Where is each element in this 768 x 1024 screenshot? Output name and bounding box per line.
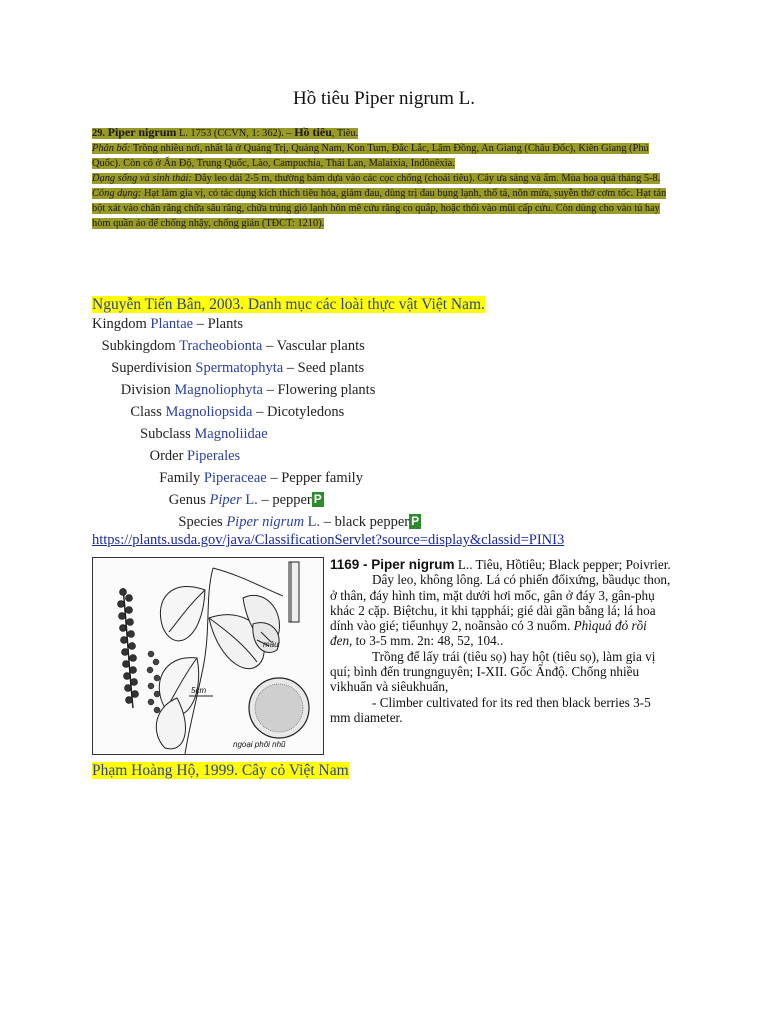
- taxonomy-common-name: Plants: [207, 316, 244, 332]
- taxonomy-rank: Genus: [168, 492, 206, 508]
- taxonomy-name[interactable]: Piper: [209, 492, 242, 508]
- scan-description-p3: - Climber cultivated for its red then black berries 3-5 mm diameter.: [330, 694, 651, 725]
- entry-species-name: Piper nigrum: [107, 125, 177, 139]
- entry-vn-name: Hồ tiêu: [294, 125, 332, 139]
- taxonomy-link[interactable]: Plantae: [150, 316, 194, 332]
- taxonomy-common-name: Seed plants: [297, 360, 365, 376]
- taxonomy-common-name: black pepper: [334, 514, 410, 530]
- entry-vn-alt: , Tiêu.: [331, 128, 359, 139]
- taxonomy-row-division: [121, 382, 376, 399]
- scan-heading-rest: L.. Tiêu, Hồtiêu; Black pepper; Poivrier.: [457, 557, 671, 572]
- reference-text-2: Phạm Hoàng Hộ, 1999. Cây cỏ Việt Nam: [92, 762, 349, 779]
- taxonomy-row-species: [178, 514, 421, 531]
- taxonomy-row-superdivision: [111, 360, 364, 377]
- taxonomy-separator: –: [193, 316, 208, 332]
- taxonomy-name[interactable]: Piper nigrum: [226, 514, 305, 530]
- entry-number: 29.: [92, 128, 105, 139]
- scan-description-p1-end: to 3-5 mm. 2n: 48, 52, 104..: [355, 633, 504, 649]
- taxonomy-row-genus: [169, 492, 324, 509]
- fig-label-mau: mâu: [263, 640, 279, 649]
- taxonomy-author: L.: [245, 492, 258, 508]
- taxonomy-rank: Family: [159, 470, 201, 486]
- taxonomy-author: L.: [307, 514, 321, 530]
- taxonomy-rank: Superdivision: [111, 360, 192, 376]
- taxonomy-common-name: Flowering plants: [277, 382, 376, 398]
- taxonomy-common-name: Pepper family: [281, 470, 363, 486]
- scanned-description: [330, 557, 672, 725]
- taxonomy-link[interactable]: Tracheobionta: [179, 338, 263, 354]
- taxonomy-separator: –: [266, 470, 282, 486]
- taxonomy-separator: –: [283, 360, 298, 376]
- reference-text: Nguyễn Tiến Bân, 2003. Danh mục các loài thực vật Việt Nam.: [92, 296, 485, 313]
- fig-label-section: ngoại phôi nhũ: [233, 740, 286, 749]
- taxonomy-row-order: [150, 448, 241, 465]
- taxonomy-separator: –: [257, 492, 273, 508]
- taxonomy-row-family: [159, 470, 363, 487]
- taxonomy-common-name: Dicotyledons: [266, 404, 345, 420]
- taxonomy-link[interactable]: [209, 492, 241, 508]
- taxonomy-rank: Kingdom: [92, 316, 147, 332]
- usda-link[interactable]: https://plants.usda.gov/java/ClassificationServlet?source=display&classid=PINI3: [92, 532, 565, 548]
- entry-author: L. 1753 (CCVN, 1: 362).: [179, 128, 284, 139]
- scan-heading-number: 1169 - Piper nigrum: [330, 557, 455, 572]
- taxonomy-row-class: [130, 404, 344, 421]
- scan-description-p1: Dây leo, không lông. Lá có phiến đốixứng, bầudục thon, ở thân, đáy hình tim, mặt dưới hơi mốc, gân ở đáy 3, gân-phụ khác 2 cặp. Biệtchu, it khi tạpphái; gié dài gần bằng lá; lá hoa dính vào gié; tiểunhụy 2, noãnsào có 3 nuốm.: [330, 572, 671, 634]
- ecology-text: Dây leo dài 2-5 m, thường bám dựa vào các cọc chống (choái tiêu). Cây ưa sáng và ẩm. Mùa hoa quả tháng 5-8.: [194, 173, 661, 184]
- entry-dash: –: [286, 128, 292, 139]
- scanned-excerpt: [92, 555, 676, 755]
- plants-profile-icon[interactable]: P: [411, 514, 420, 528]
- taxonomy-rank: Species: [178, 514, 223, 530]
- pepper-illustration: [92, 557, 324, 755]
- scan-description-p2: Trồng để lấy trái (tiêu sọ) hay hột (tiêu sọ), làm gia vị quí; bình đến trungnguyên; I-XII. Gốc Ấnđộ. Chống nhiều vikhuẩn và siêukhuẩn,: [330, 648, 656, 695]
- reference-nguyen-tien-ban: [92, 296, 485, 314]
- distribution-text: Trồng nhiều nơi, nhất là ở Quảng Trị, Quảng Nam, Kon Tum, Đắc Lắc, Lâm Đồng, An Giang (Châu Đốc), Kiên Giang (Phú Quốc). Còn có ở Ấn Độ, Trung Quốc, Lào, Campuchia, Thái Lan, Malaixia, Inđônêxia.: [92, 143, 649, 169]
- taxonomy-row-subkingdom: [102, 338, 365, 355]
- uses-text: Hạt làm gia vị, có tác dụng kích thích tiêu hóa, giảm đau, dùng trị đau bụng lạnh, thổ tả, nôn mửa, suyễn thở cơm tốc. Hạt tán bột xát vào chân răng chữa sâu răng, chữa trúng gió lạnh hôn mê cứu răng co quắp, hoặc thổi vào mũi cấp cứu. Còn dùng cho vào tủ hay hòm quần áo để chống nhậy, chống gián (TĐCT: 1210).: [92, 188, 667, 229]
- taxonomy-rank: Subclass: [140, 426, 191, 442]
- taxonomy-link[interactable]: Magnoliidae: [194, 426, 268, 442]
- distribution-label: Phân bố:: [92, 143, 131, 154]
- reference-pham-hoang-ho: [92, 762, 349, 780]
- taxonomy-link[interactable]: Piperales: [187, 448, 241, 464]
- cvn-entry: [92, 125, 676, 231]
- page-title: Hồ tiêu Piper nigrum L.: [292, 88, 476, 109]
- taxonomy-link[interactable]: [226, 514, 304, 530]
- taxonomy-row-kingdom: [92, 316, 243, 333]
- taxonomy-separator: –: [262, 338, 277, 354]
- scan-description-fruit: Phìquả đỏ rồi đen,: [330, 618, 647, 649]
- taxonomy-separator: –: [320, 514, 335, 530]
- taxonomy-link[interactable]: Magnoliophyta: [174, 382, 263, 398]
- taxonomy-link[interactable]: Magnoliopsida: [165, 404, 253, 420]
- fig-label-scale: 5cm: [191, 686, 207, 695]
- pepper-plant-drawing: [93, 558, 323, 754]
- taxonomy-rank: Class: [130, 404, 162, 420]
- taxonomy-rank: Division: [120, 382, 171, 398]
- taxonomy-link[interactable]: Piperaceae: [203, 470, 267, 486]
- taxonomy-rank: Subkingdom: [101, 338, 176, 354]
- plants-profile-icon[interactable]: P: [313, 492, 322, 506]
- taxonomy-row-subclass: [140, 426, 268, 443]
- taxonomy-common-name: pepper: [272, 492, 312, 508]
- taxonomy-common-name: Vascular plants: [276, 338, 365, 354]
- ecology-label: Dạng sống và sinh thái:: [92, 173, 192, 184]
- taxonomy-link[interactable]: Spermatophyta: [195, 360, 284, 376]
- taxonomy-rank: Order: [149, 448, 184, 464]
- uses-label: Công dụng:: [92, 188, 142, 199]
- taxonomy-separator: –: [252, 404, 267, 420]
- taxonomy-separator: –: [262, 382, 278, 398]
